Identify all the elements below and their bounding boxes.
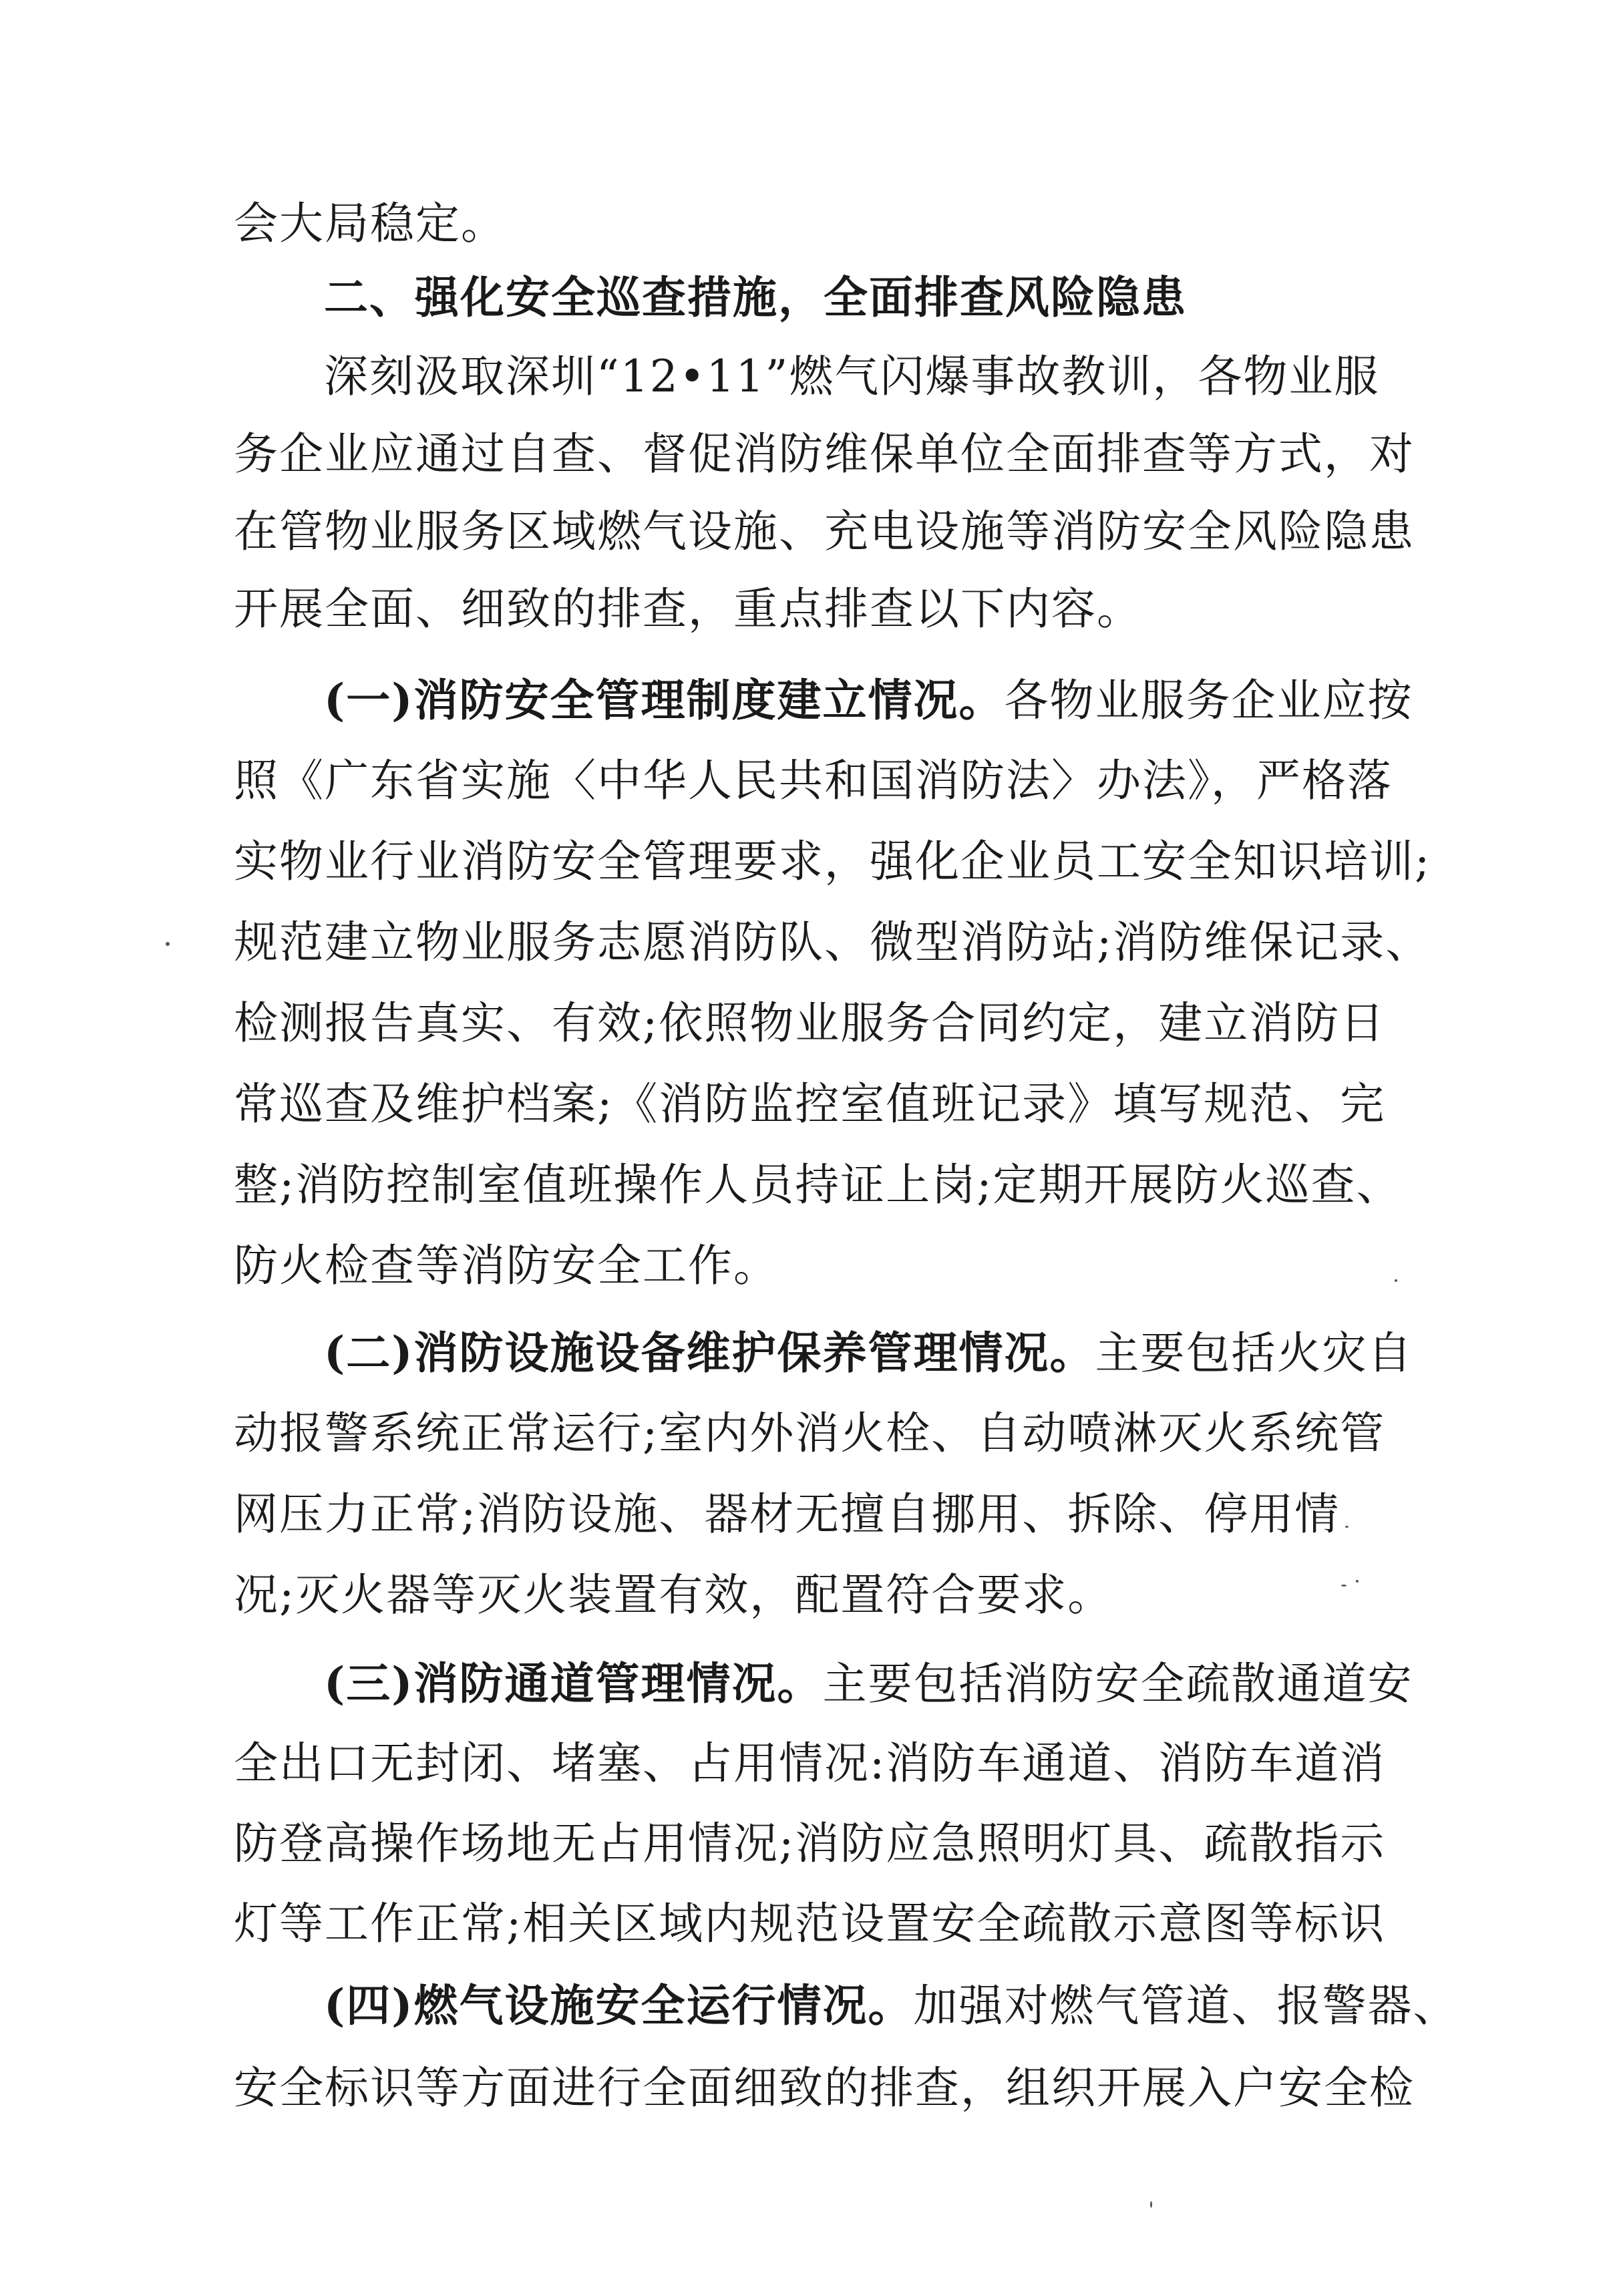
paragraph-line: 网压力正常;消防设施、器材无擅自挪用、拆除、停用情 [234,1488,1340,1540]
item-1-text: 各物业服务企业应按 [1004,675,1413,726]
scan-speck [1345,1526,1349,1528]
paragraph-line: 防火检查等消防安全工作。 [234,1240,779,1291]
paragraph-line: 在管物业服务区域燃气设施、充电设施等消防安全风险隐患 [234,506,1415,557]
paragraph-line: 照《广东省实施〈中华人民共和国消防法〉办法》，严格落 [234,755,1393,806]
item-2-first-line [324,1326,1413,1380]
item-2-text: 主要包括火灾自 [1095,1327,1413,1379]
item-2-lead: (二)消防设施设备维护保养管理情况。 [324,1327,1095,1379]
scan-speck [1356,1580,1359,1583]
paragraph-line: 况;灭火器等灭火装置有效，配置符合要求。 [234,1569,1113,1621]
paragraph-line: 深刻汲取深圳“12•11”燃气闪爆事故教训，各物业服 [324,351,1380,402]
paragraph-line: 开展全面、细致的排查，重点排查以下内容。 [234,583,1142,635]
scan-speck [1395,1279,1397,1282]
item-3-first-line [324,1657,1413,1711]
scan-speck [166,942,170,946]
item-4-lead: (四)燃气设施安全运行情况。 [324,1979,914,2031]
paragraph-line: 检测报告真实、有效;依照物业服务合同约定，建立消防日 [234,997,1386,1049]
paragraph-line: 安全标识等方面进行全面细致的排查，组织开展入户安全检 [234,2062,1415,2114]
paragraph-line: 灯等工作正常;相关区域内规范设置安全疏散示意图等标识 [234,1898,1386,1949]
paragraph-line: 整;消防控制室值班操作人员持证上岗;定期开展防火巡查、 [234,1159,1402,1210]
item-1-lead: (一)消防安全管理制度建立情况。 [324,674,1005,726]
section-heading: 二、强化安全巡查措施，全面排查风险隐患 [324,271,1187,323]
paragraph-line: 会大局稳定。 [234,198,506,249]
paragraph-line: 动报警系统正常运行;室内外消火栓、自动喷淋灭火系统管 [234,1408,1386,1459]
paragraph-line: 规范建立物业服务志愿消防队、微型消防站;消防维保记录、 [234,917,1431,968]
paragraph-line: 全出口无封闭、堵塞、占用情况:消防车通道、消防车道消 [234,1738,1386,1789]
item-3-text: 主要包括消防安全疏散通道安 [822,1658,1413,1709]
item-3-lead: (三)消防通道管理情况。 [324,1657,823,1709]
paragraph-line: 防登高操作场地无占用情况;消防应急照明灯具、疏散指示 [234,1818,1386,1869]
item-4-first-line [324,1979,1458,2033]
paragraph-line: 实物业行业消防安全管理要求，强化企业员工安全知识培训; [234,836,1431,887]
item-4-text: 加强对燃气管道、报警器、 [913,1980,1459,2031]
item-1-first-line [324,673,1413,727]
paragraph-line: 务企业应通过自查、督促消防维保单位全面排查等方式，对 [234,428,1415,480]
scan-speck [1341,1585,1347,1587]
paragraph-line: 常巡查及维护档案;《消防监控室值班记录》填写规范、完 [234,1078,1386,1130]
scan-speck [1150,2201,1152,2208]
